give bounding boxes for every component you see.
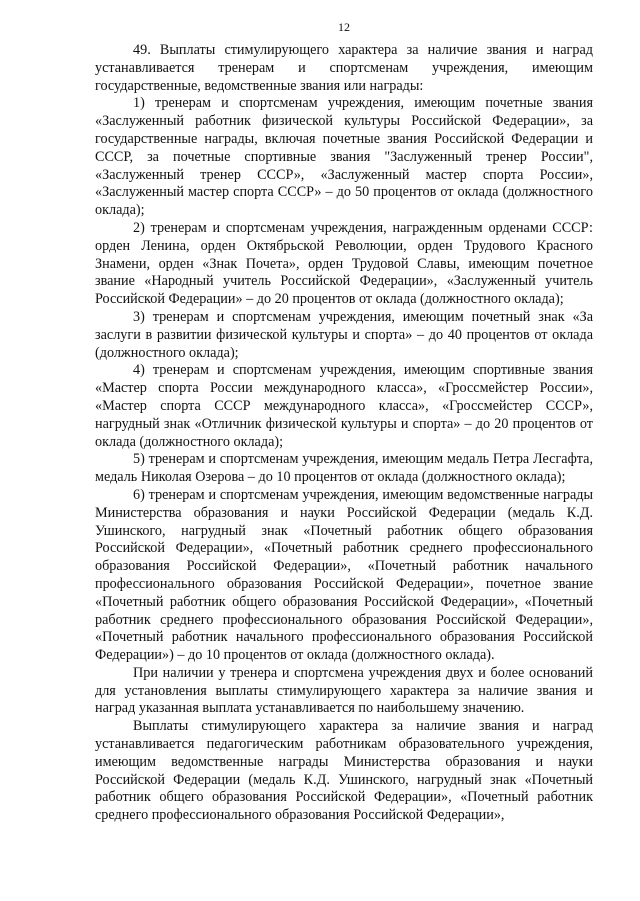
paragraph-item-3: 3) тренерам и спортсменам учреждения, имеющим почетный знак «За заслуги в развитии физической культуры и спорта» – до 40 процентов от оклада (должностного оклада); [95,308,593,361]
page-number: 12 [338,20,350,34]
paragraph-pedagogical-workers: Выплаты стимулирующего характера за наличие звания и наград устанавливается педагогическим работникам образовательного учреждения, имеющим ведомственные награды Министерства образования и науки Российской Федерации (медаль К.Д. Ушинского, нагрудный знак «Почетный работник общего образования Российской Федерации», «Почетный работник среднего профессионального образования Российской Федерации», [95,718,593,824]
paragraph-item-1: 1) тренерам и спортсменам учреждения, имеющим почетные звания «Заслуженный работник физической культуры Российской Федерации», за государственные награды, включая почетные звания Российской Федерации и СССР, за почетные спортивные звания "Заслуженный тренер России", «Заслуженный тренер СССР», «Заслуженный мастер спорта России», «Заслуженный мастер спорта СССР» – до 50 процентов от оклада (должностного оклада); [95,95,593,219]
paragraph-49-intro: 49. Выплаты стимулирующего характера за наличие звания и наград устанавливается тренерам и спортсменам учреждения, имеющим государственные, ведомственные звания или награды: [95,42,593,94]
paragraph-multiple-grounds: При наличии у тренера и спортсмена учреждения двух и более оснований для установления выплаты стимулирующего характера за наличие звания и наград указанная выплата устанавливается по наибольшему значению. [95,664,593,717]
paragraph-item-4: 4) тренерам и спортсменам учреждения, имеющим спортивные звания «Мастер спорта России международного класса», «Гроссмейстер России», «Мастер спорта СССР международного класса», «Гроссмейстер СССР», нагрудный знак «Отличник физической культуры и спорта» – до 20 процентов от оклада (должностного оклада); [95,362,593,450]
paragraph-item-5: 5) тренерам и спортсменам учреждения, имеющим медаль Петра Лесгафта, медаль Николая Озерова – до 10 процентов от оклада (должностного оклада); [95,451,593,486]
paragraph-item-6: 6) тренерам и спортсменам учреждения, имеющим ведомственные награды Министерства образования и науки Российской Федерации (медаль К.Д. Ушинского, нагрудный знак «Почетный работник общего образования Российской Федерации», «Почетный работник среднего профессионального образования Российской Федерации», «Почетный работник начального профессионального образования Российской Федерации», почетное звание «Почетный работник общего образования Российской Федерации», «Почетный работник среднего профессионального образования Российской Федерации», «Почетный работник начального профессионального образования Российской Федерации») – до 10 процентов от оклада (должностного оклада). [95,486,593,664]
document-page [95,20,593,825]
paragraph-item-2: 2) тренерам и спортсменам учреждения, награжденным орденами СССР: орден Ленина, орден Октябрьской Революции, орден Трудового Красного Знамени, орден «Знак Почета», орден Трудовой Славы, имеющим почетное звание «Народный учитель Российской Федерации», «Заслуженный учитель Российской Федерации» – до 20 процентов от оклада (должностного оклада); [95,219,593,308]
